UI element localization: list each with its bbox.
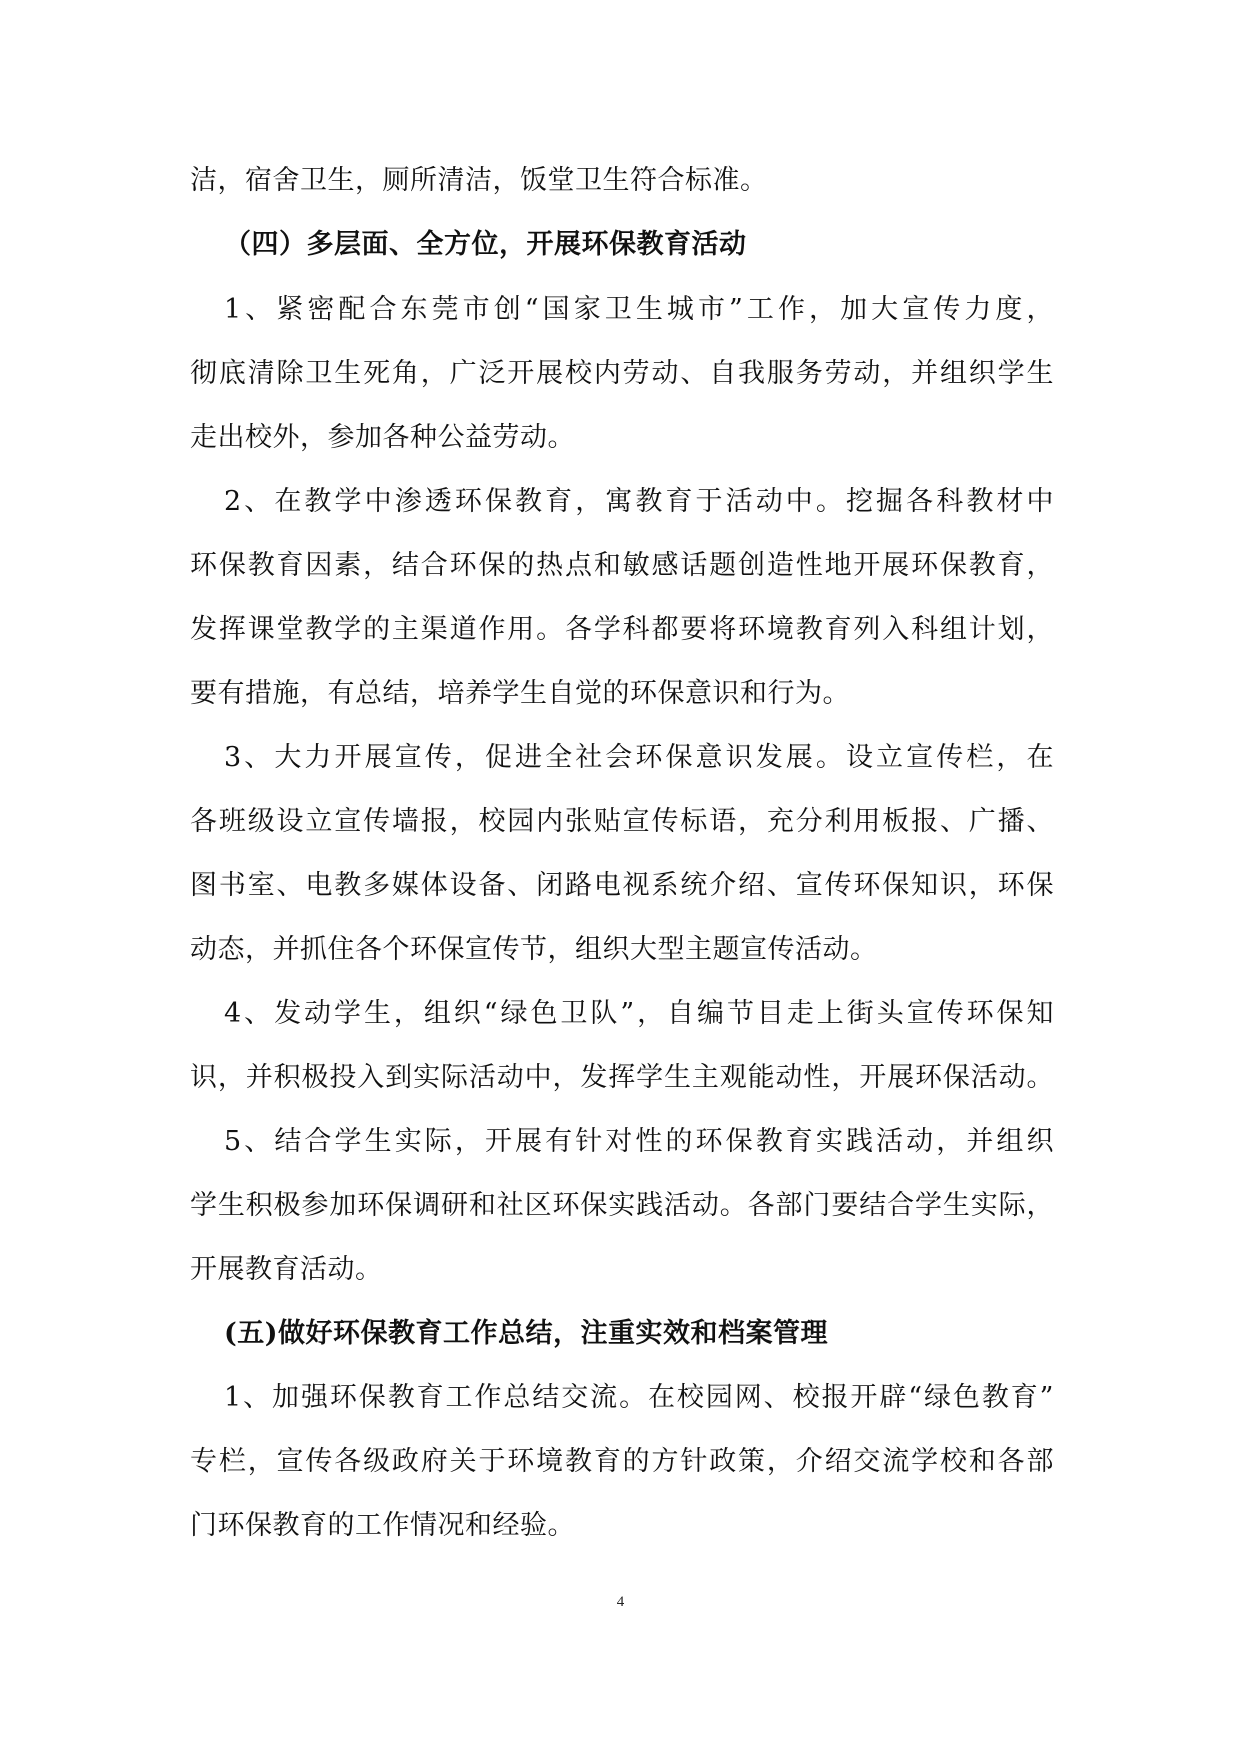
paragraph-line: 学生积极参加环保调研和社区环保实践活动。各部门要结合学生实际， [190,1190,1054,1221]
section-heading-5: (五)做好环保教育工作总结，注重实效和档案管理 [224,1318,829,1349]
section-heading-4: （四）多层面、全方位，开展环保教育活动 [224,229,747,260]
paragraph-line: 开展教育活动。 [190,1254,383,1285]
paragraph-line: 1、紧密配合东莞市创“国家卫生城市”工作，加大宣传力度， [224,294,1054,325]
paragraph-line: 4、发动学生，组织“绿色卫队”，自编节目走上街头宣传环保知 [224,998,1054,1029]
paragraph-line: 各班级设立宣传墙报，校园内张贴宣传标语，充分利用板报、广播、 [190,806,1054,837]
paragraph-line: 环保教育因素，结合环保的热点和敏感话题创造性地开展环保教育， [190,550,1054,581]
paragraph-line: 专栏，宣传各级政府关于环境教育的方针政策，介绍交流学校和各部 [190,1446,1054,1477]
paragraph-line: 识，并积极投入到实际活动中，发挥学生主观能动性，开展环保活动。 [190,1062,1054,1093]
paragraph-line: 走出校外，参加各种公益劳动。 [190,422,575,453]
paragraph-line: 洁，宿舍卫生，厕所清洁，饭堂卫生符合标准。 [190,165,768,196]
paragraph-line: 门环保教育的工作情况和经验。 [190,1510,575,1541]
paragraph-line: 3、大力开展宣传，促进全社会环保意识发展。设立宣传栏，在 [224,742,1054,773]
paragraph-line: 1、加强环保教育工作总结交流。在校园网、校报开辟“绿色教育” [224,1382,1054,1413]
paragraph-line: 5、结合学生实际，开展有针对性的环保教育实践活动，并组织 [224,1126,1054,1157]
paragraph-line: 动态，并抓住各个环保宣传节，组织大型主题宣传活动。 [190,934,878,965]
paragraph-line: 要有措施，有总结，培养学生自觉的环保意识和行为。 [190,678,850,709]
paragraph-line: 发挥课堂教学的主渠道作用。各学科都要将环境教育列入科组计划， [190,614,1054,645]
paragraph-line: 彻底清除卫生死角，广泛开展校内劳动、自我服务劳动，并组织学生 [190,358,1054,389]
paragraph-line: 图书室、电教多媒体设备、闭路电视系统介绍、宣传环保知识，环保 [190,870,1054,901]
page-number: 4 [616,1594,625,1610]
paragraph-line: 2、在教学中渗透环保教育，寓教育于活动中。挖掘各科教材中 [224,486,1054,517]
